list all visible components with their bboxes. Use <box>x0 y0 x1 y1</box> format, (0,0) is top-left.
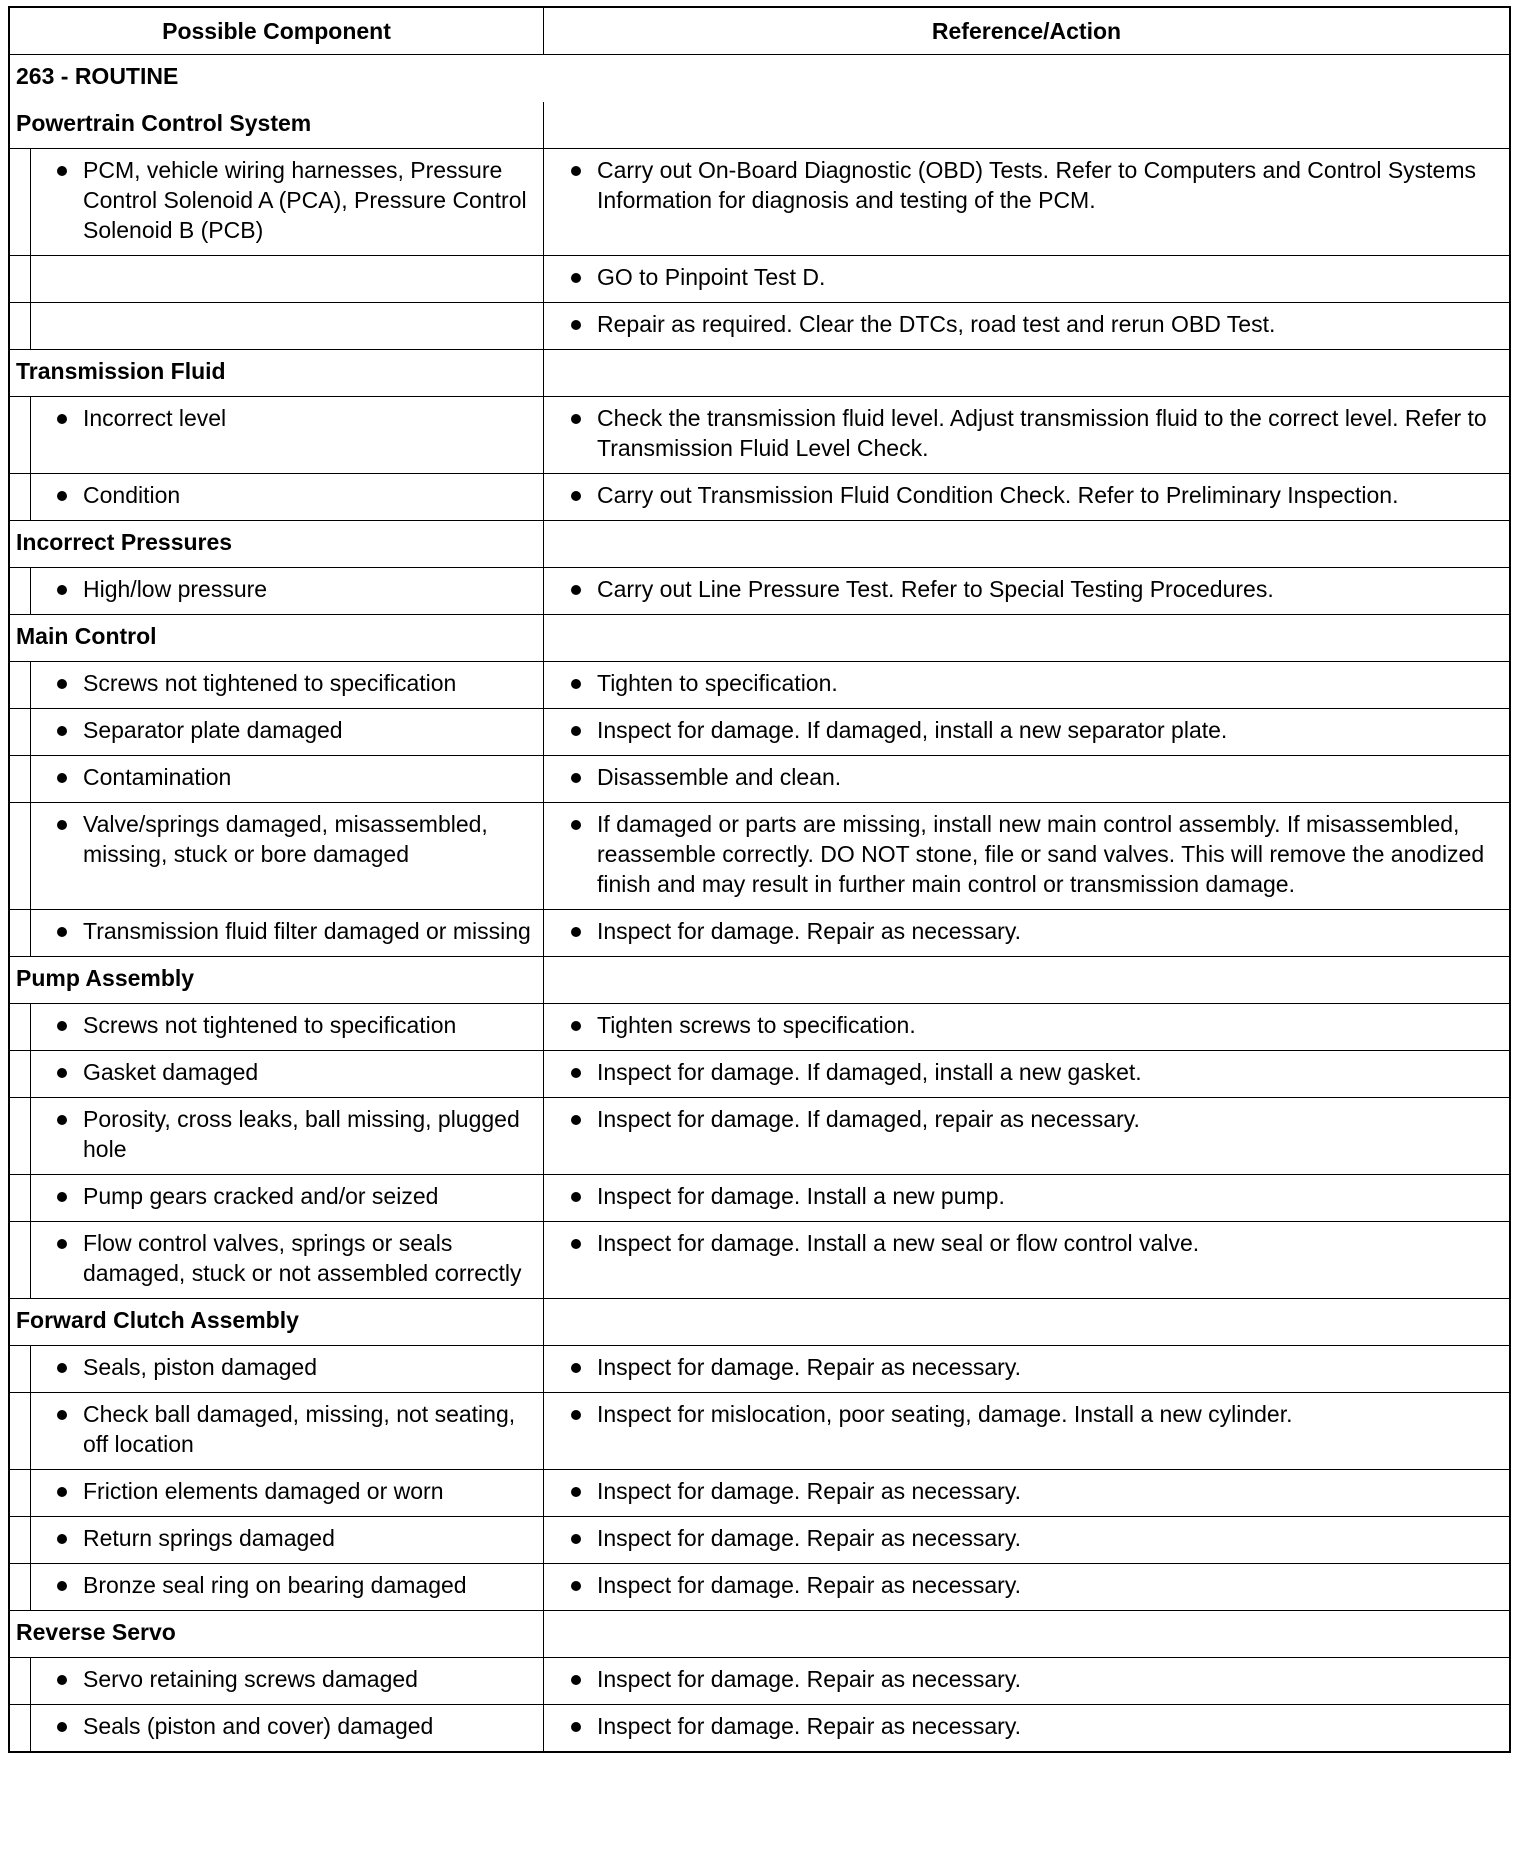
routine-code: 263 - ROUTINE <box>16 63 179 89</box>
component-item <box>31 1175 446 1221</box>
group-row <box>10 1298 1509 1345</box>
indent-gutter <box>10 910 31 956</box>
table-row <box>10 755 1509 802</box>
action-item-text: Inspect for damage. Repair as necessary. <box>597 1525 1022 1551</box>
indent-gutter <box>10 1470 31 1516</box>
indent-gutter <box>10 568 31 614</box>
bullet-icon <box>571 1192 581 1202</box>
action-item-text: Check the transmission fluid level. Adjust transmission fluid to the correct level. Refer to Transmission Fluid Level Check. <box>597 405 1487 461</box>
action-cell <box>544 1051 1509 1097</box>
group-action-empty <box>544 1299 1509 1345</box>
action-cell <box>544 1517 1509 1563</box>
bullet-icon <box>57 679 67 689</box>
component-cell <box>10 803 544 909</box>
table-row <box>10 1516 1509 1563</box>
component-item-text: Pump gears cracked and/or seized <box>83 1183 439 1209</box>
bullet-icon <box>571 1068 581 1078</box>
action-item-text: Inspect for mislocation, poor seating, damage. Install a new cylinder. <box>597 1401 1293 1427</box>
action-cell <box>544 1393 1509 1469</box>
bullet-icon <box>57 1722 67 1732</box>
bullet-icon <box>57 1068 67 1078</box>
component-item <box>31 149 543 255</box>
bullet-icon <box>57 414 67 424</box>
component-item <box>31 1051 266 1097</box>
bullet-icon <box>571 1534 581 1544</box>
table-row <box>10 661 1509 708</box>
indent-gutter <box>10 397 31 473</box>
component-cell <box>10 1564 544 1610</box>
action-cell <box>544 149 1509 255</box>
component-cell <box>10 1175 544 1221</box>
action-cell <box>544 1705 1509 1751</box>
indent-gutter <box>10 662 31 708</box>
component-item-text: Incorrect level <box>83 405 227 431</box>
group-action-empty <box>544 1611 1509 1657</box>
action-cell <box>544 1222 1509 1298</box>
group-action-empty <box>544 102 1509 148</box>
component-item-text: Contamination <box>83 764 232 790</box>
indent-gutter <box>10 1346 31 1392</box>
bullet-icon <box>57 1675 67 1685</box>
group-title: Forward Clutch Assembly <box>10 1299 544 1345</box>
bullet-icon <box>571 585 581 595</box>
component-item <box>31 1470 452 1516</box>
bullet-icon <box>571 320 581 330</box>
group-row <box>10 349 1509 396</box>
action-cell <box>544 568 1509 614</box>
component-cell <box>10 303 544 349</box>
action-item-text: Tighten screws to specification. <box>597 1012 916 1038</box>
action-cell <box>544 1564 1509 1610</box>
table-header <box>10 8 1509 54</box>
bullet-icon <box>571 1239 581 1249</box>
action-item-text: Inspect for damage. Repair as necessary. <box>597 1572 1022 1598</box>
component-item <box>31 1564 475 1610</box>
bullet-icon <box>57 726 67 736</box>
component-item <box>31 1098 543 1174</box>
component-item <box>31 709 351 755</box>
component-item-text: High/low pressure <box>83 576 268 602</box>
component-item <box>31 1222 543 1298</box>
component-item-text: Valve/springs damaged, misassembled, missing, stuck or bore damaged <box>83 811 488 867</box>
action-item-text: Inspect for damage. If damaged, install a new separator plate. <box>597 717 1228 743</box>
group-row <box>10 520 1509 567</box>
indent-gutter <box>10 1564 31 1610</box>
action-item-text: Inspect for damage. Repair as necessary. <box>597 1354 1022 1380</box>
table-row <box>10 1174 1509 1221</box>
bullet-icon <box>571 1581 581 1591</box>
component-cell <box>10 756 544 802</box>
component-item-text: Check ball damaged, missing, not seating, off location <box>83 1401 516 1457</box>
component-item <box>31 397 234 473</box>
action-item <box>544 756 1509 802</box>
table-row <box>10 1003 1509 1050</box>
indent-gutter <box>10 1517 31 1563</box>
action-item-text: Inspect for damage. If damaged, repair as necessary. <box>597 1106 1140 1132</box>
action-cell <box>544 1658 1509 1704</box>
component-item <box>31 1517 343 1563</box>
component-item-text: Screws not tightened to specification <box>83 670 457 696</box>
table-row <box>10 1345 1509 1392</box>
bullet-icon <box>57 1021 67 1031</box>
component-item-text: Screws not tightened to specification <box>83 1012 457 1038</box>
table-row <box>10 473 1509 520</box>
bullet-icon <box>57 1192 67 1202</box>
group-action-empty <box>544 521 1509 567</box>
indent-gutter <box>10 149 31 255</box>
group-title: Transmission Fluid <box>10 350 544 396</box>
indent-gutter <box>10 709 31 755</box>
bullet-icon <box>57 1534 67 1544</box>
component-item <box>31 568 275 614</box>
action-item <box>544 662 1509 708</box>
action-item-text: Inspect for damage. If damaged, install a new gasket. <box>597 1059 1142 1085</box>
group-action-empty <box>544 350 1509 396</box>
action-cell <box>544 1175 1509 1221</box>
table-row <box>10 1097 1509 1174</box>
bullet-icon <box>571 414 581 424</box>
action-cell <box>544 1470 1509 1516</box>
action-item-text: Repair as required. Clear the DTCs, road test and rerun OBD Test. <box>597 311 1276 337</box>
group-row <box>10 102 1509 148</box>
action-item-text: If damaged or parts are missing, install new main control assembly. If misassembled, reassemble correctly. DO NOT stone, file or sand valves. This will remove the anodized finish and may result in further main control or transmission damage. <box>597 811 1485 897</box>
component-item <box>31 1705 441 1751</box>
indent-gutter <box>10 1098 31 1174</box>
table-row <box>10 567 1509 614</box>
component-item-text: Servo retaining screws damaged <box>83 1666 418 1692</box>
component-item-text: Seals, piston damaged <box>83 1354 317 1380</box>
header-reference-action: Reference/Action <box>931 18 1122 44</box>
action-cell <box>544 1346 1509 1392</box>
component-cell <box>10 256 544 302</box>
bullet-icon <box>57 1115 67 1125</box>
bullet-icon <box>57 927 67 937</box>
action-item <box>544 709 1509 755</box>
bullet-icon <box>571 927 581 937</box>
bullet-icon <box>571 1021 581 1031</box>
component-item-text: Return springs damaged <box>83 1525 335 1551</box>
component-item-text: Friction elements damaged or worn <box>83 1478 444 1504</box>
action-item-text: Inspect for damage. Install a new pump. <box>597 1183 1005 1209</box>
component-cell <box>10 1004 544 1050</box>
indent-gutter <box>10 756 31 802</box>
group-title: Reverse Servo <box>10 1611 544 1657</box>
table-row <box>10 1704 1509 1751</box>
group-title: Powertrain Control System <box>10 102 544 148</box>
action-item-text: Carry out Line Pressure Test. Refer to Special Testing Procedures. <box>597 576 1274 602</box>
action-item <box>544 1564 1509 1610</box>
component-item-text: Bronze seal ring on bearing damaged <box>83 1572 467 1598</box>
component-item <box>31 474 188 520</box>
action-item-text: Carry out On-Board Diagnostic (OBD) Tests. Refer to Computers and Control Systems Information for diagnosis and testing of the PCM. <box>597 157 1477 213</box>
action-item <box>544 910 1509 956</box>
action-item-text: GO to Pinpoint Test D. <box>597 264 826 290</box>
action-item <box>544 1346 1509 1392</box>
action-item-text: Inspect for damage. Install a new seal or flow control valve. <box>597 1230 1200 1256</box>
table-row <box>10 396 1509 473</box>
component-cell <box>10 1658 544 1704</box>
component-item <box>31 1346 325 1392</box>
action-item <box>544 1051 1509 1097</box>
action-item <box>544 397 1509 473</box>
bullet-icon <box>57 1239 67 1249</box>
indent-gutter <box>10 1705 31 1751</box>
indent-gutter <box>10 803 31 909</box>
group-action-empty <box>544 615 1509 661</box>
component-cell <box>10 1051 544 1097</box>
bullet-icon <box>57 773 67 783</box>
diagnosis-table <box>8 6 1511 1753</box>
indent-gutter <box>10 1004 31 1050</box>
action-cell <box>544 756 1509 802</box>
bullet-icon <box>571 273 581 283</box>
indent-gutter <box>10 1175 31 1221</box>
action-item <box>544 1098 1509 1144</box>
action-item-text: Inspect for damage. Repair as necessary. <box>597 1478 1022 1504</box>
component-item-text: Gasket damaged <box>83 1059 259 1085</box>
action-item <box>544 803 1509 909</box>
component-cell <box>10 1705 544 1751</box>
bullet-icon <box>57 1363 67 1373</box>
action-item <box>544 1517 1509 1563</box>
action-item <box>544 1658 1509 1704</box>
action-cell <box>544 709 1509 755</box>
table-body <box>10 102 1509 1751</box>
indent-gutter <box>10 1051 31 1097</box>
action-item-text: Disassemble and clean. <box>597 764 842 790</box>
group-title: Incorrect Pressures <box>10 521 544 567</box>
bullet-icon <box>571 1363 581 1373</box>
indent-gutter <box>10 1222 31 1298</box>
bullet-icon <box>571 1675 581 1685</box>
component-cell <box>10 662 544 708</box>
bullet-icon <box>57 491 67 501</box>
component-cell <box>10 474 544 520</box>
component-item-text: PCM, vehicle wiring harnesses, Pressure Control Solenoid A (PCA), Pressure Control Solenoid B (PCB) <box>83 157 527 243</box>
table-row <box>10 302 1509 349</box>
group-row <box>10 1610 1509 1657</box>
component-item-text: Condition <box>83 482 181 508</box>
component-cell <box>10 910 544 956</box>
action-cell <box>544 256 1509 302</box>
group-row <box>10 956 1509 1003</box>
action-item <box>544 1470 1509 1516</box>
bullet-icon <box>571 679 581 689</box>
group-title: Main Control <box>10 615 544 661</box>
action-cell <box>544 803 1509 909</box>
component-cell <box>10 1222 544 1298</box>
component-item <box>31 910 539 956</box>
action-item <box>544 1705 1509 1751</box>
bullet-icon <box>57 585 67 595</box>
action-item-text: Inspect for damage. Repair as necessary. <box>597 1666 1022 1692</box>
table-row <box>10 1563 1509 1610</box>
bullet-icon <box>571 726 581 736</box>
action-item <box>544 1222 1509 1268</box>
component-item <box>31 662 464 708</box>
bullet-icon <box>571 1115 581 1125</box>
group-title: Pump Assembly <box>10 957 544 1003</box>
bullet-icon <box>57 820 67 830</box>
bullet-icon <box>57 1581 67 1591</box>
table-row <box>10 909 1509 956</box>
action-cell <box>544 474 1509 520</box>
action-item <box>544 1393 1509 1439</box>
component-item-text: Porosity, cross leaks, ball missing, plugged hole <box>83 1106 520 1162</box>
action-item-text: Inspect for damage. Repair as necessary. <box>597 918 1022 944</box>
indent-gutter <box>10 1658 31 1704</box>
bullet-icon <box>571 773 581 783</box>
bullet-icon <box>571 1487 581 1497</box>
table-row <box>10 1392 1509 1469</box>
indent-gutter <box>10 1393 31 1469</box>
component-cell <box>10 1517 544 1563</box>
component-item <box>31 1658 426 1704</box>
component-cell <box>10 709 544 755</box>
indent-gutter <box>10 303 31 349</box>
table-row <box>10 1469 1509 1516</box>
action-item-text: Tighten to specification. <box>597 670 838 696</box>
action-item <box>544 1004 1509 1050</box>
component-cell <box>10 149 544 255</box>
bullet-icon <box>57 1410 67 1420</box>
component-cell <box>10 568 544 614</box>
component-cell <box>10 1393 544 1469</box>
action-item <box>544 474 1509 520</box>
bullet-icon <box>57 166 67 176</box>
table-row <box>10 802 1509 909</box>
component-cell <box>10 1346 544 1392</box>
header-possible-component: Possible Component <box>10 8 544 54</box>
action-cell <box>544 1098 1509 1174</box>
component-item-text: Separator plate damaged <box>83 717 343 743</box>
bullet-icon <box>571 166 581 176</box>
component-item <box>31 1004 464 1050</box>
component-cell <box>10 1098 544 1174</box>
action-item <box>544 303 1509 349</box>
bullet-icon <box>571 1410 581 1420</box>
component-item-text: Flow control valves, springs or seals damaged, stuck or not assembled correctly <box>83 1230 522 1286</box>
component-item <box>31 803 543 909</box>
action-cell <box>544 397 1509 473</box>
table-row <box>10 1050 1509 1097</box>
bullet-icon <box>57 1487 67 1497</box>
indent-gutter <box>10 474 31 520</box>
bullet-icon <box>571 1722 581 1732</box>
action-item <box>544 1175 1509 1221</box>
group-row <box>10 614 1509 661</box>
routine-code-row <box>10 54 1509 102</box>
component-cell <box>10 397 544 473</box>
table-row <box>10 708 1509 755</box>
action-item <box>544 568 1509 614</box>
component-item-text: Transmission fluid filter damaged or missing <box>83 918 531 944</box>
table-row <box>10 1221 1509 1298</box>
table-row <box>10 255 1509 302</box>
action-cell <box>544 910 1509 956</box>
table-row <box>10 148 1509 255</box>
component-cell <box>10 1470 544 1516</box>
component-item-text: Seals (piston and cover) damaged <box>83 1713 434 1739</box>
action-cell <box>544 1004 1509 1050</box>
action-item-text: Carry out Transmission Fluid Condition Check. Refer to Preliminary Inspection. <box>597 482 1399 508</box>
bullet-icon <box>571 820 581 830</box>
action-cell <box>544 662 1509 708</box>
table-row <box>10 1657 1509 1704</box>
component-item <box>31 1393 543 1469</box>
component-item <box>31 756 239 802</box>
group-action-empty <box>544 957 1509 1003</box>
indent-gutter <box>10 256 31 302</box>
action-cell <box>544 303 1509 349</box>
bullet-icon <box>571 491 581 501</box>
action-item <box>544 149 1509 225</box>
action-item-text: Inspect for damage. Repair as necessary. <box>597 1713 1022 1739</box>
action-item <box>544 256 1509 302</box>
